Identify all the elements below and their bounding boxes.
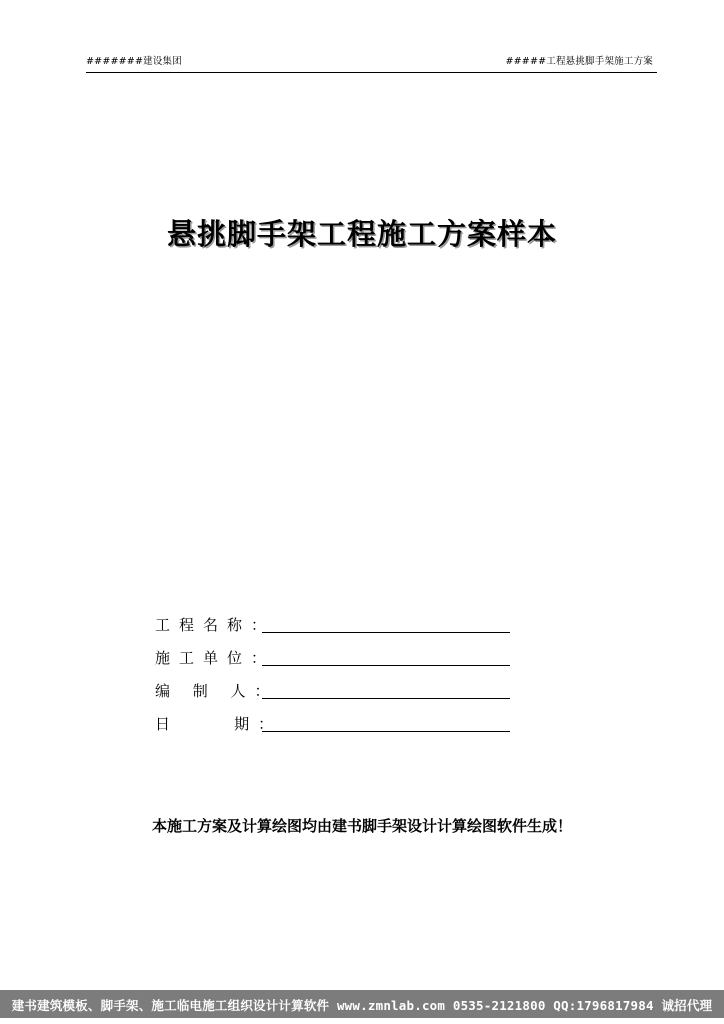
info-row-author xyxy=(155,678,515,711)
blank-line xyxy=(262,731,510,732)
info-row-date xyxy=(155,711,515,744)
document-title: 悬挑脚手架工程施工方案样本 xyxy=(166,217,557,251)
info-row-construction-unit xyxy=(155,645,515,678)
footer-banner xyxy=(0,990,724,1018)
info-label: 工程名称： xyxy=(155,616,276,634)
blank-line xyxy=(262,665,510,666)
header-project-title: #####工程悬挑脚手架施工方案 xyxy=(505,56,653,67)
footer-text: 建书建筑模板、脚手架、施工临电施工组织设计计算软件 www.zmnlab.com 0535-2121800 QQ:1796817984 诚招代理 xyxy=(11,998,713,1013)
software-statement: 本施工方案及计算绘图均由建书脚手架设计计算绘图软件生成！ xyxy=(151,817,572,835)
blank-line xyxy=(262,632,510,633)
project-info-form xyxy=(155,612,515,744)
blank-line xyxy=(262,698,510,699)
info-label: 编 制 人： xyxy=(155,682,279,700)
page-header xyxy=(86,50,657,73)
info-row-project-name xyxy=(155,612,515,645)
info-label: 施工单位： xyxy=(155,649,276,667)
header-company: #######建设集团 xyxy=(86,56,182,67)
info-label: 日 期： xyxy=(155,715,283,733)
